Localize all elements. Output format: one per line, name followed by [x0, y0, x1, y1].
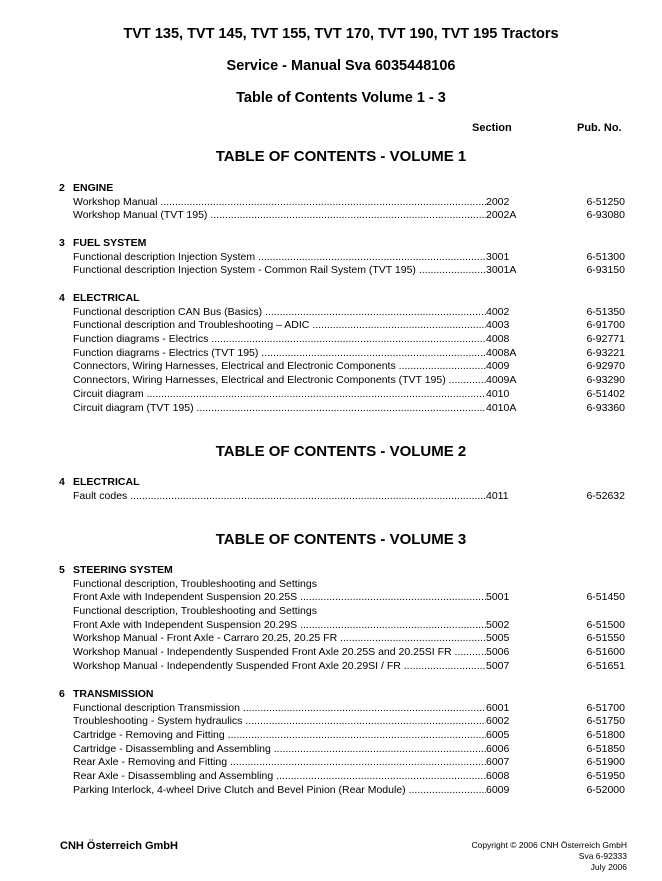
toc-entry[interactable]: Parking Interlock, 4-wheel Drive Clutch and Bevel Pinion (Rear Module) ..... 6009 6-52000	[59, 784, 629, 798]
toc-entry[interactable]: Connectors, Wiring Harnesses, Electrical and Electronic Components (TVT 195) ..... 4009A 6-93290	[59, 374, 629, 388]
toc-entry[interactable]: Front Axle with Independent Suspension 20.25S ..... 5001 6-51450	[59, 591, 629, 605]
toc-entry[interactable]: Functional description Injection System - Common Rail System (TVT 195) ..... 3001A 6-93150	[59, 264, 629, 278]
footer-company: CNH Österreich GmbH	[60, 840, 178, 852]
section-title: 2 ENGINE	[59, 182, 114, 194]
footer-sva: Sva 6-92333	[578, 851, 627, 861]
volume-2-heading: TABLE OF CONTENTS - VOLUME 2	[215, 443, 467, 460]
section-title: 6 TRANSMISSION	[59, 688, 154, 700]
toc-entry[interactable]: Functional description Injection System ..... 3001 6-51300	[59, 251, 629, 265]
toc-entry[interactable]: Front Axle with Independent Suspension 20.29S ..... 5002 6-51500	[59, 619, 629, 633]
toc-entry[interactable]: Rear Axle - Removing and Fitting ..... 6007 6-51900	[59, 756, 629, 770]
toc-entry[interactable]: Functional description Transmission ..... 6001 6-51700	[59, 702, 629, 716]
toc-entry[interactable]: Troubleshooting - System hydraulics ..... 6002 6-51750	[59, 715, 629, 729]
toc-entry[interactable]: Workshop Manual (TVT 195) ..... 2002A 6-93080	[59, 209, 629, 223]
section-title: 3 FUEL SYSTEM	[59, 237, 147, 249]
footer-copyright: Copyright © 2006 CNH Österreich GmbH	[471, 840, 627, 850]
footer-date: July 2006	[590, 862, 627, 872]
toc-entry[interactable]: Cartridge - Removing and Fitting ..... 6005 6-51800	[59, 729, 629, 743]
toc-entry[interactable]: Connectors, Wiring Harnesses, Electrical and Electronic Components ..... 4009 6-92970	[59, 360, 629, 374]
footer-info	[471, 840, 627, 873]
toc-entry[interactable]: Fault codes ..... 4011 6-52632	[59, 490, 629, 504]
section-transmission	[59, 688, 629, 798]
section-electrical-vol2	[59, 476, 629, 503]
doc-subtitle: Service - Manual Sva 6035448106	[226, 58, 456, 74]
section-steering-system	[59, 564, 629, 674]
toc-entry[interactable]: Workshop Manual - Front Axle - Carraro 20.25, 20.25 FR ..... 5005 6-51550	[59, 632, 629, 646]
volume-3-heading: TABLE OF CONTENTS - VOLUME 3	[215, 531, 467, 548]
toc-entry[interactable]: Workshop Manual ..... 2002 6-51250	[59, 196, 629, 210]
section-title: 4 ELECTRICAL	[59, 476, 140, 488]
section-engine	[59, 182, 629, 223]
toc-entry[interactable]: Functional description and Troubleshooting – ADIC ..... 4003 6-91700	[59, 319, 629, 333]
section-fuel-system	[59, 237, 629, 278]
volume-1-heading: TABLE OF CONTENTS - VOLUME 1	[215, 148, 467, 165]
toc-entry[interactable]: Workshop Manual - Independently Suspended Front Axle 20.29SI / FR ..... 5007 6-51651	[59, 660, 629, 674]
toc-entry[interactable]: Cartridge - Disassembling and Assembling ..... 6006 6-51850	[59, 743, 629, 757]
toc-entry[interactable]: Function diagrams - Electrics ..... 4008 6-92771	[59, 333, 629, 347]
toc-entry-heading: Functional description, Troubleshooting and Settings	[73, 577, 317, 590]
column-header-section: Section	[472, 122, 512, 134]
doc-toc-title: Table of Contents Volume 1 - 3	[236, 90, 446, 106]
section-title: 5 STEERING SYSTEM	[59, 564, 173, 576]
toc-entry[interactable]: Circuit diagram (TVT 195) ..... 4010A 6-93360	[59, 402, 629, 416]
toc-entry[interactable]: Circuit diagram ..... 4010 6-51402	[59, 388, 629, 402]
toc-entry-heading: Functional description, Troubleshooting and Settings	[73, 605, 317, 618]
doc-title: TVT 135, TVT 145, TVT 155, TVT 170, TVT 190, TVT 195 Tractors	[123, 26, 559, 42]
toc-entry[interactable]: Function diagrams - Electrics (TVT 195) ..... 4008A 6-93221	[59, 347, 629, 361]
section-title: 4 ELECTRICAL	[59, 292, 140, 304]
section-electrical	[59, 292, 629, 415]
column-header-pub-no: Pub. No.	[577, 122, 622, 134]
toc-entry[interactable]: Workshop Manual - Independently Suspended Front Axle 20.25S and 20.25SI FR ..... 5006 6-51600	[59, 646, 629, 660]
toc-entry[interactable]: Functional description CAN Bus (Basics) ..... 4002 6-51350	[59, 306, 629, 320]
toc-entry[interactable]: Rear Axle - Disassembling and Assembling ..... 6008 6-51950	[59, 770, 629, 784]
